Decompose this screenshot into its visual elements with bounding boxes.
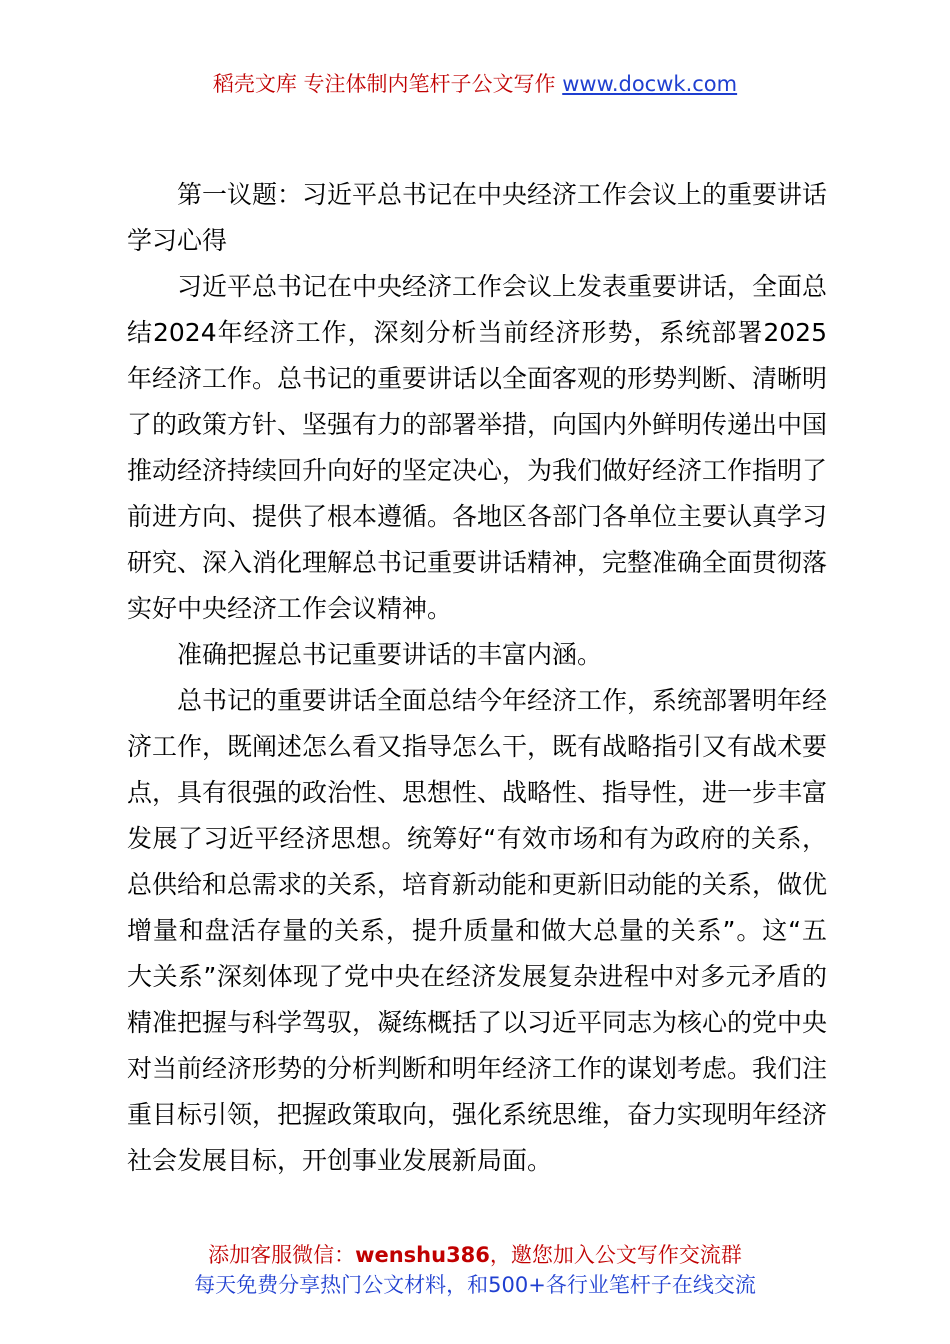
document-body xyxy=(127,172,827,1184)
site-header xyxy=(0,68,950,100)
paragraph: 准确把握总书记重要讲话的丰富内涵。 xyxy=(177,640,603,669)
footer-share-line: 每天免费分享热门公文材料，和500+各行业笔杆子在线交流 xyxy=(194,1273,756,1297)
document-title: 第一议题：习近平总书记在中央经济工作会议上的重要讲话学习心得 xyxy=(127,180,828,255)
footer-wechat-line xyxy=(0,1240,950,1270)
header-slogan: 稻壳文库 专注体制内笔杆子公文写作 xyxy=(212,72,563,96)
footer-wechat-prefix: 添加客服微信： xyxy=(208,1243,356,1267)
paragraph: 总书记的重要讲话全面总结今年经济工作，系统部署明年经济工作，既阐述怎么看又指导怎么干，既有战略指引又有战术要点，具有很强的政治性、思想性、战略性、指导性，进一步丰富发展了习近平经济思想。统筹好“有效市场和有为政府的关系，总供给和总需求的关系，培育新动能和更新旧动能的关系，做优增量和盘活存量的关系，提升质量和做大总量的关系”。这“五大关系”深刻体现了党中央在经济发展复杂进程中对多元矛盾的精准把握与科学驾驭，凝练概括了以习近平同志为核心的党中央对当前经济形势的分析判断和明年经济工作的谋划考虑。我们注重目标引领，把握政策取向，强化系统思维，奋力实现明年经济社会发展目标，开创事业发展新局面。 xyxy=(127,686,828,1175)
site-footer xyxy=(0,1240,950,1300)
paragraph: 习近平总书记在中央经济工作会议上发表重要讲话，全面总结2024年经济工作，深刻分析当前经济形势，系统部署2025年经济工作。总书记的重要讲话以全面客观的形势判断、清晰明了的政策方针、坚强有力的部署举措，向国内外鲜明传递出中国推动经济持续回升向好的坚定决心，为我们做好经济工作指明了前进方向、提供了根本遵循。各地区各部门各单位主要认真学习研究、深入消化理解总书记重要讲话精神，完整准确全面贯彻落实好中央经济工作会议精神。 xyxy=(127,272,828,623)
site-link[interactable]: www.docwk.com xyxy=(562,72,738,96)
wechat-id: wenshu386 xyxy=(355,1243,490,1267)
footer-wechat-suffix: ，邀您加入公文写作交流群 xyxy=(489,1243,742,1267)
